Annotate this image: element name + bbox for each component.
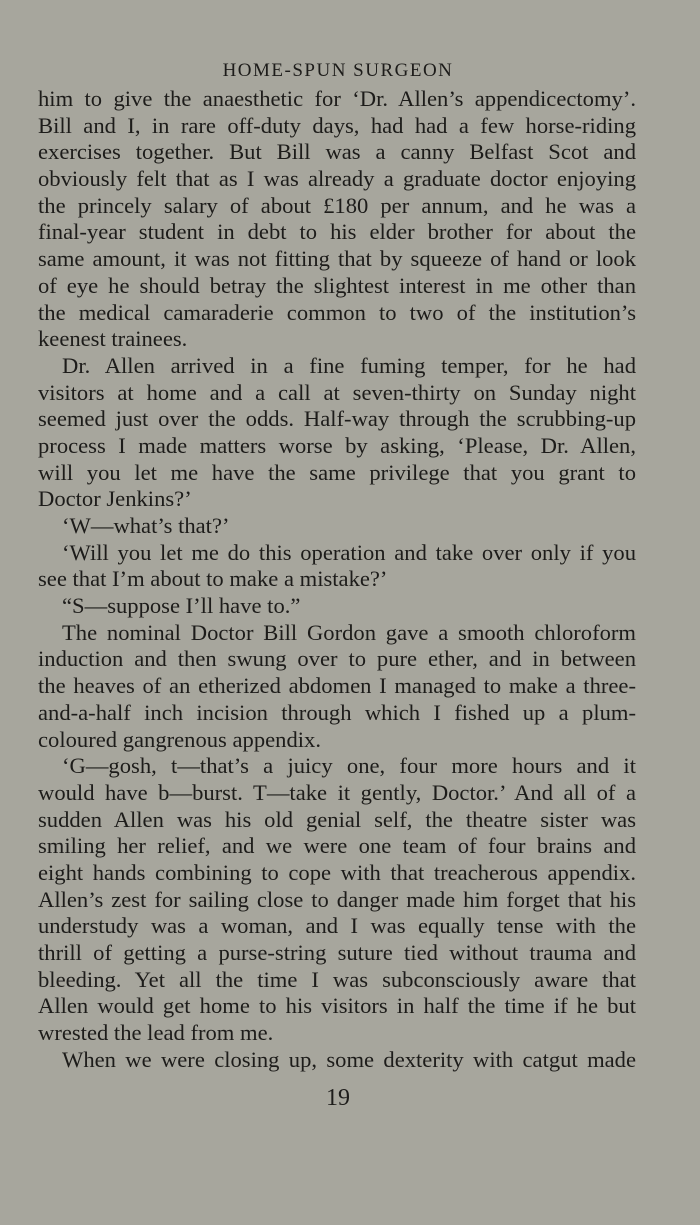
text-line: “S—suppose I’ll have to.” — [62, 593, 301, 619]
text-line: ‘W—what’s that?’ — [62, 513, 230, 538]
text-line: When we were closing up, some dexterity with catgut made — [62, 1046, 636, 1072]
text-line: seemed just over the odds. Half-way through the scrubbing-up — [38, 406, 636, 432]
text-line: Doctor Jenkins?’ — [38, 486, 192, 512]
text-line: ‘Will you let me do this operation and take over only if you — [62, 539, 636, 565]
text-line: sudden Allen was his old genial self, the theatre sister was — [38, 806, 636, 832]
text-line: the medical camaraderie common to two of the institution’s — [38, 299, 636, 325]
text-line: bleeding. Yet all the time I was subconsciously aware that — [38, 966, 636, 992]
text-line: eight hands combining to cope with that treacherous appendix. — [38, 859, 636, 885]
text-line: Dr. Allen arrived in a fine fuming temper, for he had — [62, 352, 636, 378]
text-line: the princely salary of about £180 per annum, and he was a — [38, 192, 636, 218]
text-line: obviously felt that as I was already a graduate doctor enjoying — [38, 166, 636, 192]
text-line: of eye he should betray the slightest interest in me other than — [38, 272, 636, 298]
text-line: wrested the lead from me. — [38, 1020, 274, 1046]
text-line: see that I’m about to make a mistake?’ — [38, 566, 388, 592]
running-head: HOME-SPUN SURGEON — [222, 60, 454, 81]
text-line: him to give the anaesthetic for ‘Dr. Allen’s appendicectomy’. — [38, 86, 636, 111]
text-line: would have b—burst. T—take it gently, Doctor.’ And all of a — [38, 779, 636, 805]
page-body-text — [38, 86, 636, 1073]
text-line: induction and then swung over to pure ether, and in between — [38, 646, 636, 672]
text-line: final-year student in debt to his elder brother for about the — [38, 219, 636, 245]
text-line: will you let me have the same privilege that you grant to — [38, 459, 636, 485]
text-line: keenest trainees. — [38, 326, 188, 352]
text-line: same amount, it was not fitting that by squeeze of hand or look — [38, 246, 636, 272]
text-line: ‘G—gosh, t—that’s a juicy one, four more hours and it — [62, 753, 636, 779]
text-line: thrill of getting a purse-string suture tied without trauma and — [38, 940, 636, 965]
text-line: visitors at home and a call at seven-thirty on Sunday night — [38, 379, 636, 405]
text-line: exercises together. But Bill was a canny Belfast Scot and — [38, 139, 636, 165]
page-number: 19 — [326, 1085, 350, 1111]
text-line: Bill and I, in rare off-duty days, had had a few horse-riding — [38, 112, 636, 138]
text-line: Allen’s zest for sailing close to danger made him forget that his — [38, 886, 636, 912]
text-line: Allen would get home to his visitors in half the time if he but — [38, 993, 636, 1019]
text-line: process I made matters worse by asking, ‘Please, Dr. Allen, — [38, 432, 636, 458]
text-line: the heaves of an etherized abdomen I managed to make a three- — [38, 673, 636, 699]
text-line: understudy was a woman, and I was equally tense with the — [38, 913, 636, 939]
text-line: smiling her relief, and we were one team of four brains and — [38, 833, 636, 859]
text-line: The nominal Doctor Bill Gordon gave a smooth chloroform — [62, 619, 636, 645]
text-line: and-a-half inch incision through which I fished up a plum- — [38, 699, 636, 725]
text-line: coloured gangrenous appendix. — [38, 726, 321, 752]
